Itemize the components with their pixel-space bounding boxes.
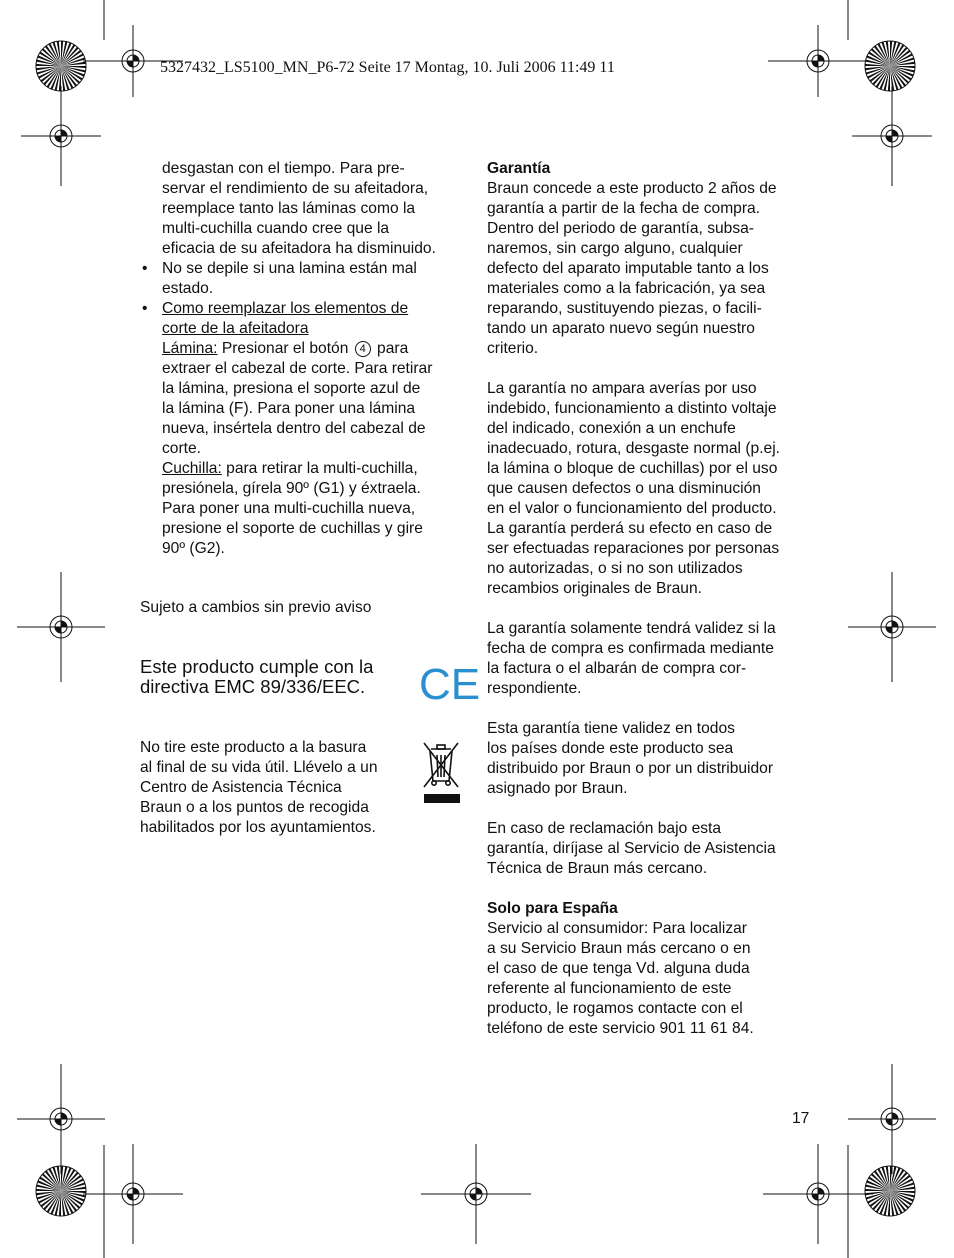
text-line: del indicado, conexión a un enchufe xyxy=(487,420,736,437)
replace-heading-line: corte de la afeitadora xyxy=(162,320,309,337)
subject-to-change-notice: Sujeto a cambios sin previo aviso xyxy=(140,599,372,616)
cuchilla-line xyxy=(162,459,470,479)
text-line: Dentro del periodo de garantía, subsa- xyxy=(487,220,754,237)
ce-mark-icon xyxy=(419,660,481,709)
crosshair-mark xyxy=(848,572,936,682)
text-line: al final de su vida útil. Llévelo a un xyxy=(140,759,378,776)
page-number: 17 xyxy=(792,1110,810,1127)
warranty-heading: Garantía xyxy=(487,160,551,177)
cuchilla-label: Cuchilla: xyxy=(162,460,222,477)
warranty-paragraph-4 xyxy=(487,719,817,799)
text-line: asignado por Braun. xyxy=(487,780,628,797)
warranty-paragraph-3 xyxy=(487,619,817,699)
starburst-mark xyxy=(36,41,86,91)
spain-heading: Solo para España xyxy=(487,900,618,917)
spain-paragraph xyxy=(487,919,817,1039)
text-line: Este producto cumple con la xyxy=(140,656,374,677)
crosshair-mark xyxy=(17,572,105,682)
text-line: en el valor o funcionamiento del producto. xyxy=(487,500,777,517)
text-line: Esta garantía tiene validez en todos xyxy=(487,720,735,737)
text-line: servar el rendimiento de su afeitadora, xyxy=(162,180,429,197)
text-line: que causen defectos o una disminución xyxy=(487,480,761,497)
text-line: materiales como a la fabricación, ya sea xyxy=(487,280,766,297)
text-line: el caso de que tenga Vd. alguna duda xyxy=(487,960,750,977)
text-line: Braun concede a este producto 2 años de xyxy=(487,180,777,197)
text-line: a su Servicio Braun más cercano o en xyxy=(487,940,751,957)
warranty-paragraph-5 xyxy=(487,819,817,879)
text-line: teléfono de este servicio 901 11 61 84. xyxy=(487,1020,754,1037)
text-line: la lámina, presiona el soporte azul de xyxy=(162,380,421,397)
text-line: • No se depile si una lamina están mal xyxy=(162,260,417,277)
text-line: La garantía no ampara averías por uso xyxy=(487,380,757,397)
text-line: extraer el cabezal de corte. Para retirar xyxy=(162,360,433,377)
text-line: fecha de compra es confirmada mediante xyxy=(487,640,774,657)
print-slug: 5327432_LS5100_MN_P6-72 Seite 17 Montag, 10. Juli 2006 11:49 11 xyxy=(160,59,615,76)
text-line: multi-cuchilla cuando cree que la xyxy=(162,220,390,237)
crosshair-mark xyxy=(421,1144,531,1244)
text-line: presione el soporte de cuchillas y gire xyxy=(162,520,423,537)
crosshair-mark xyxy=(852,86,932,186)
crosshair-mark xyxy=(83,1144,183,1244)
text-line: presiónela, gírela 90º (G1) y éxtraela. xyxy=(162,480,421,497)
text-line: naremos, sin cargo alguno, cualquier xyxy=(487,240,743,257)
disposal-notice xyxy=(140,738,420,838)
text-line: Servicio al consumidor: Para localizar xyxy=(487,920,747,937)
intro-paragraph xyxy=(140,159,470,259)
text-line: indebido, funcionamiento a distinto voltaje xyxy=(487,400,777,417)
bullet-item-replace xyxy=(140,299,470,559)
crosshair-mark xyxy=(768,25,868,97)
text-line: En caso de reclamación bajo esta xyxy=(487,820,722,837)
text-line: directiva EMC 89/336/EEC. xyxy=(140,676,366,697)
lamina-label: Lámina: xyxy=(162,340,218,357)
text-line: los países donde este producto sea xyxy=(487,740,734,757)
text-line: corte. xyxy=(162,440,201,457)
text-line: garantía, diríjase al Servicio de Asistencia xyxy=(487,840,776,857)
starburst-mark xyxy=(865,1166,915,1216)
text-line: defecto del aparato imputable tanto a los xyxy=(487,260,769,277)
text-line: ser efectuadas reparaciones por personas xyxy=(487,540,780,557)
text-line: reparando, sustituyendo piezas, o facili- xyxy=(487,300,762,317)
cuchilla-text: para retirar la multi-cuchilla, xyxy=(221,460,418,477)
text-line: La garantía perderá su efecto en caso de xyxy=(487,520,773,537)
right-column xyxy=(487,159,817,1039)
text-line: habilitados por los ayuntamientos. xyxy=(140,819,376,836)
warranty-paragraph-1 xyxy=(487,179,817,359)
text-line: la lámina o bloque de cuchillas) por el uso xyxy=(487,460,778,477)
lamina-line xyxy=(162,339,470,359)
bullet-item-depile xyxy=(140,259,470,299)
text-line: no autorizadas, o si no son utilizados xyxy=(487,560,743,577)
text-line: la lámina (F). Para poner una lámina xyxy=(162,400,416,417)
lamina-text: Presionar el botón xyxy=(217,340,353,357)
text-line: Técnica de Braun más cercano. xyxy=(487,860,708,877)
circled-number-4: 4 xyxy=(355,341,371,357)
text-line: garantía a partir de la fecha de compra. xyxy=(487,200,761,217)
warranty-paragraph-2 xyxy=(487,379,817,599)
text-line: criterio. xyxy=(487,340,539,357)
crosshair-mark xyxy=(763,1144,873,1244)
text-line: recambios originales de Braun. xyxy=(487,580,702,597)
ce-logo-text: CE xyxy=(419,660,481,709)
crosshair-mark xyxy=(848,1064,936,1174)
text-line: tando un aparato nuevo según nuestro xyxy=(487,320,755,337)
text-line: Para poner una multi-cuchilla nueva, xyxy=(162,500,416,517)
starburst-mark xyxy=(865,41,915,91)
crosshair-mark xyxy=(17,1064,105,1174)
text-line: inadecuado, rotura, desgaste normal (p.ej. xyxy=(487,440,780,457)
text-line: respondiente. xyxy=(487,680,582,697)
ce-compliance-text xyxy=(140,657,410,697)
text-line: 90º (G2). xyxy=(162,540,225,557)
text-line: distribuido por Braun o por un distribuidor xyxy=(487,760,774,777)
text-line: No tire este producto a la basura xyxy=(140,739,367,756)
text-line: Braun o a los puntos de recogida xyxy=(140,799,369,816)
replace-heading-line: • Como reemplazar los elementos de xyxy=(162,300,409,317)
text-line: reemplace tanto las láminas como la xyxy=(162,200,416,217)
text-line: referente al funcionamiento de este xyxy=(487,980,732,997)
left-column xyxy=(140,159,470,559)
text-line: estado. xyxy=(162,280,214,297)
crossed-out-bin-icon xyxy=(418,741,464,805)
text-line: producto, le rogamos contacte con el xyxy=(487,1000,743,1017)
text-line: eficacia de su afeitadora ha disminuido. xyxy=(162,240,436,257)
text-line: desgastan con el tiempo. Para pre- xyxy=(162,160,405,177)
text-line: Centro de Asistencia Técnica xyxy=(140,779,342,796)
text-line: La garantía solamente tendrá validez si la xyxy=(487,620,776,637)
crosshair-mark xyxy=(21,86,101,186)
lamina-text-end: para xyxy=(372,340,409,357)
text-line: la factura o el albarán de compra cor- xyxy=(487,660,747,677)
text-line: nueva, insértela dentro del cabezal de xyxy=(162,420,426,437)
